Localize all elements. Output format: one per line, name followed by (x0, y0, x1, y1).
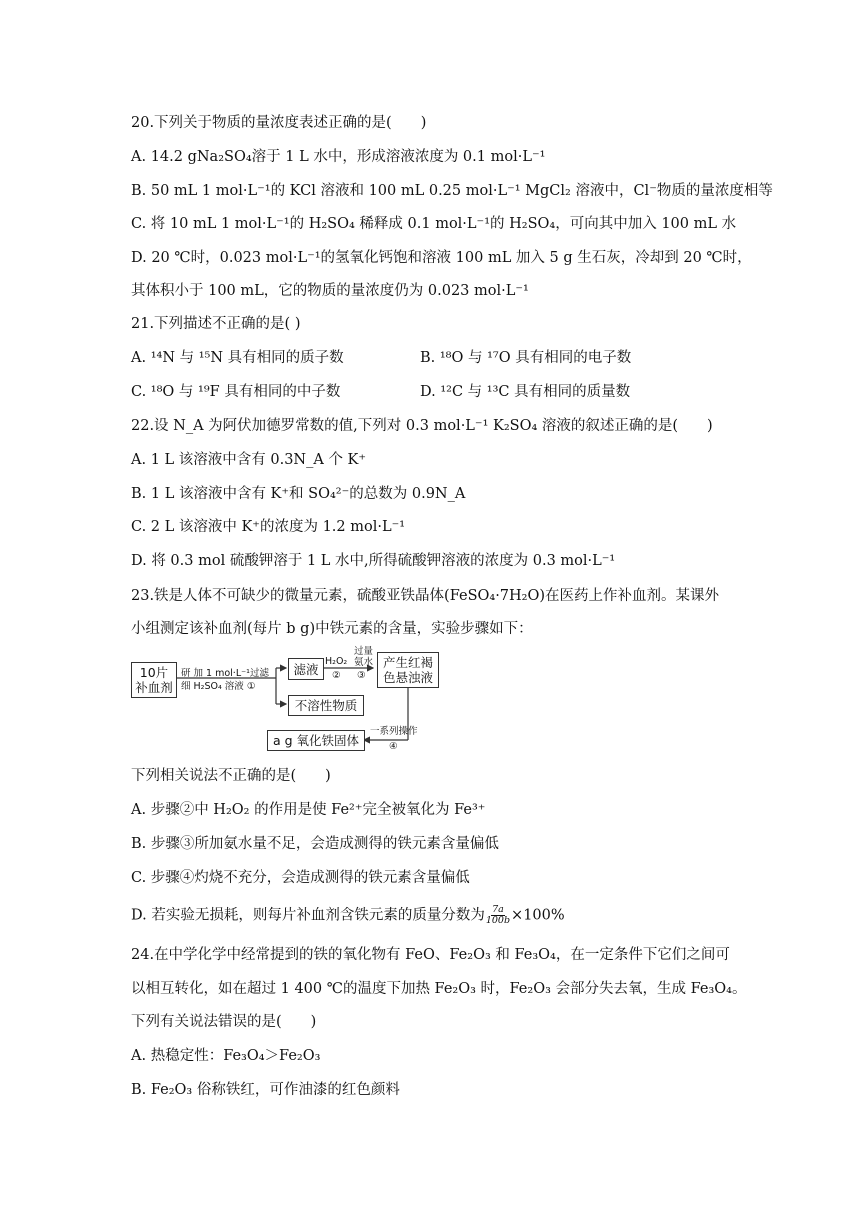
q23-stem-line2: 小组测定该补血剂(每片 b g)中铁元素的含量，实验步骤如下： (131, 621, 533, 637)
q20-option-a: A. 14.2 gNa₂SO₄溶于 1 L 水中，形成溶液浓度为 0.1 mol·L⁻¹ (131, 149, 546, 165)
step3-num: ③ (357, 670, 366, 681)
q23-option-d-text: D. 若实验无损耗，则每片补血剂含铁元素的质量分数为 (131, 907, 485, 924)
box-precipitate: 产生红褐 色悬浊液 (377, 652, 439, 688)
q22-option-a: A. 1 L 该溶液中含有 0.3N_A 个 K⁺ (131, 452, 367, 468)
q20-option-d-line2: 其体积小于 100 mL，它的物质的量浓度仍为 0.023 mol·L⁻¹ (131, 283, 529, 299)
q22-option-d: D. 将 0.3 mol 硫酸钾溶于 1 L 水中,所得硫酸钾溶液的浓度为 0.3 mol·L⁻¹ (131, 553, 616, 569)
q20-option-d-line1: D. 20 ℃时，0.023 mol·L⁻¹的氢氧化钙饱和溶液 100 mL 加入 5 g 生石灰，冷却到 20 ℃时， (131, 250, 752, 266)
q21-option-c: C. ¹⁸O 与 ¹⁹F 具有相同的中子数 (131, 384, 341, 400)
q24-option-a: A. 热稳定性：Fe₃O₄＞Fe₂O₃ (131, 1048, 321, 1064)
q22-stem: 22.设 N_A 为阿伏加德罗常数的值,下列对 0.3 mol·L⁻¹ K₂SO₄ 溶液的叙述正确的是( ) (131, 418, 713, 434)
step4-label: 一系列操作 (370, 726, 418, 737)
fraction-numerator: 7a (492, 904, 504, 915)
q22-option-b: B. 1 L 该溶液中含有 K⁺和 SO₄²⁻的总数为 0.9N_A (131, 486, 466, 502)
q21-stem: 21.下列描述不正确的是( ) (131, 316, 301, 332)
q20-stem: 20.下列关于物质的量浓度表述正确的是( ) (131, 115, 427, 131)
q24-stem-line3: 下列有关说法错误的是( ) (131, 1014, 317, 1030)
box-insoluble: 不溶性物质 (288, 695, 364, 716)
q23-option-d (131, 905, 565, 926)
q23-sub-stem: 下列相关说法不正确的是( ) (131, 768, 331, 784)
q22-option-c: C. 2 L 该溶液中 K⁺的浓度为 1.2 mol·L⁻¹ (131, 519, 406, 535)
box-result: a g 氧化铁固体 (267, 730, 365, 751)
step2-num: ② (332, 670, 341, 681)
q21-option-b: B. ¹⁸O 与 ¹⁷O 具有相同的电子数 (420, 350, 632, 366)
q23-option-c: C. 步骤④灼烧不充分，会造成测得的铁元素含量偏低 (131, 870, 470, 886)
q23-stem-line1: 23.铁是人体不可缺少的微量元素，硫酸亚铁晶体(FeSO₄·7H₂O)在医药上作补血剂。某课外 (131, 588, 720, 604)
q24-stem-line2: 以相互转化，如在超过 1 400 ℃的温度下加热 Fe₂O₃ 时，Fe₂O₃ 会部分失去氧，生成 Fe₃O₄。 (131, 981, 747, 997)
q24-stem-line1: 24.在中学化学中经常提到的铁的氧化物有 FeO、Fe₂O₃ 和 Fe₃O₄，在一定条件下它们之间可 (131, 947, 730, 963)
q20-option-b: B. 50 mL 1 mol·L⁻¹的 KCl 溶液和 100 mL 0.25 mol·L⁻¹ MgCl₂ 溶液中，Cl⁻物质的量浓度相等 (131, 183, 773, 199)
q24-option-b: B. Fe₂O₃ 俗称铁红，可作油漆的红色颜料 (131, 1082, 400, 1098)
q23-option-d-suffix: ×100% (511, 907, 565, 924)
q21-option-d: D. ¹²C 与 ¹³C 具有相同的质量数 (420, 384, 631, 400)
step1-label-top: 研 加 1 mol·L⁻¹过滤 (181, 668, 269, 679)
step4-num: ④ (389, 741, 398, 752)
q23-option-b: B. 步骤③所加氨水量不足，会造成测得的铁元素含量偏低 (131, 836, 499, 852)
experiment-flow-diagram (131, 648, 441, 754)
q21-option-a: A. ¹⁴N 与 ¹⁵N 具有相同的质子数 (131, 350, 344, 366)
box-start: 10片 补血剂 (131, 662, 177, 698)
step2-label: H₂O₂ (325, 656, 348, 667)
step1-label-bottom: 细 H₂SO₄ 溶液 ① (181, 681, 256, 692)
fraction-denominator: 100b (485, 915, 511, 926)
box-filtrate: 滤液 (288, 658, 324, 680)
q20-option-c: C. 将 10 mL 1 mol·L⁻¹的 H₂SO₄ 稀释成 0.1 mol·L⁻¹的 H₂SO₄，可向其中加入 100 mL 水 (131, 216, 737, 232)
step3-label: 过量 氨水 (354, 646, 374, 668)
mass-fraction (486, 905, 510, 926)
q23-option-a: A. 步骤②中 H₂O₂ 的作用是使 Fe²⁺完全被氧化为 Fe³⁺ (131, 802, 486, 818)
